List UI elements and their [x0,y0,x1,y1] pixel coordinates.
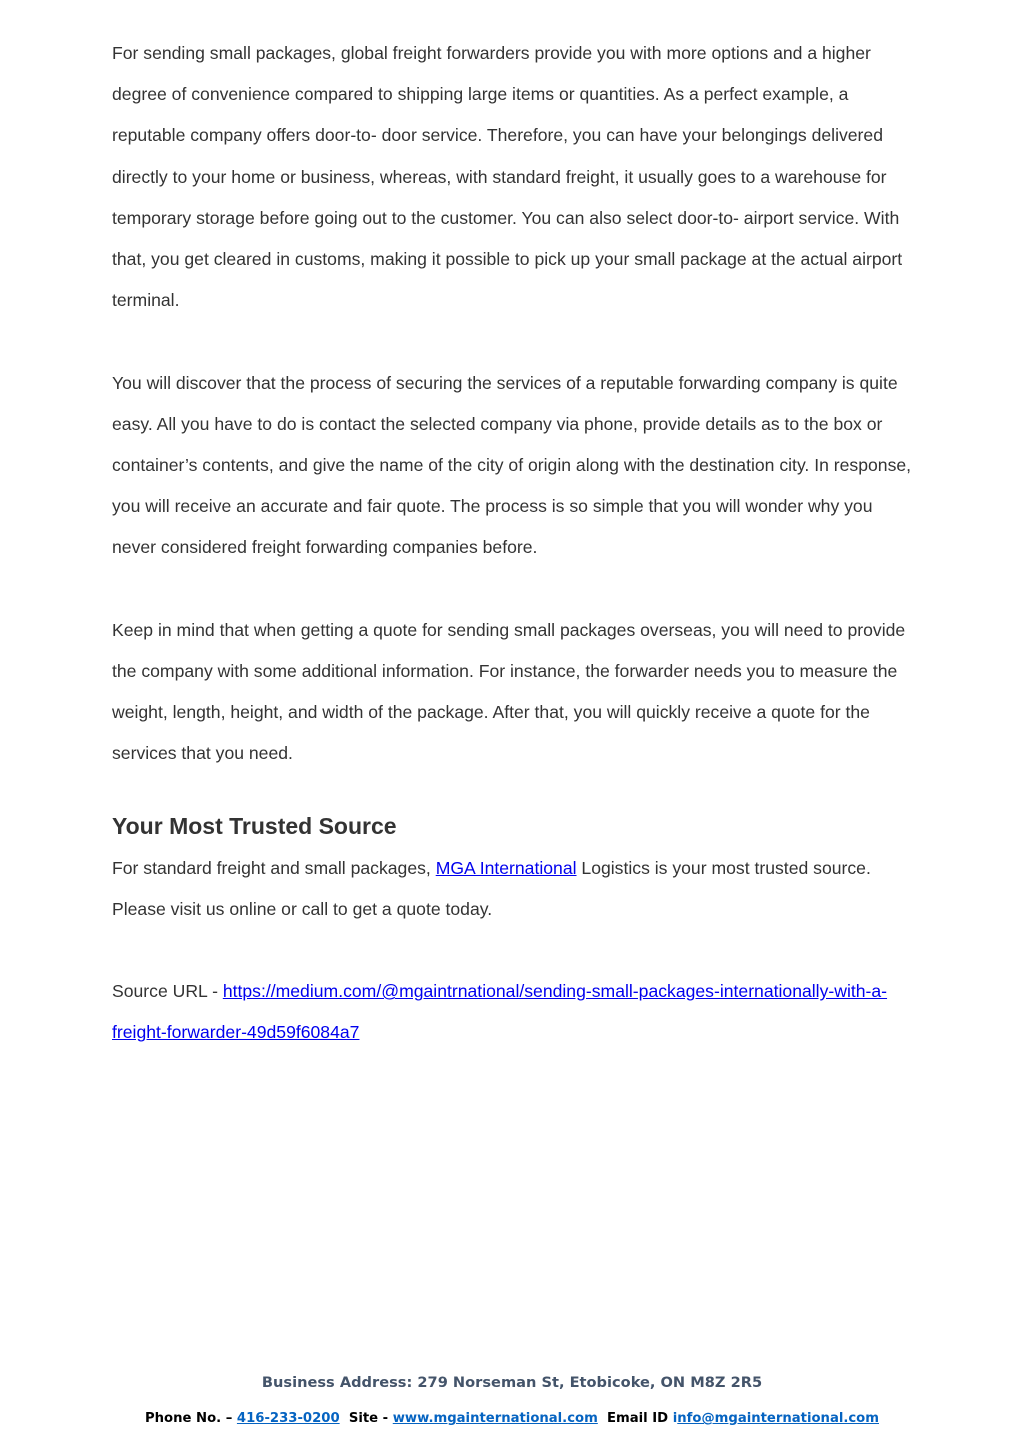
email-link[interactable]: nfo@mgainternational.com [677,1411,879,1426]
footer-address: Business Address: 279 Norseman St, Etobicoke, ON M8Z 2R5 [261,1374,763,1391]
phone-link[interactable]: 416-233-0200 [236,1411,340,1426]
footer-contact [0,1411,1024,1426]
site-label: Site - [348,1411,393,1426]
trusted-text-before: For standard freight and small packages, [112,857,436,878]
mga-international-link[interactable]: MGA International [435,857,577,878]
paragraph-source-url [112,971,912,1053]
trusted-text-after: Logistics is your most trusted source. Please visit us online or call to get a quote today. [112,857,871,919]
paragraph-quote-info: Keep in mind that when getting a quote for sending small packages overseas, you will need to provide the company with some additional information. For instance, the forwarder needs you to measure the weight, length, height, and width of the package. After that, you will quickly receive a quote for the services that you need. [112,619,906,764]
email-label: Email ID [607,1411,673,1426]
site-link[interactable]: www.mgainternational.com [392,1411,598,1426]
email-prefix: i [672,1411,678,1426]
source-label: Source URL - [112,981,223,1002]
paragraph-process: You will discover that the process of securing the services of a reputable forwarding company is quite easy. All you have to do is contact the selected company via phone, provide details as to the box or container’s contents, and give the name of the city of origin along with the destination city. In response, you will receive an accurate and fair quote. The process is so simple that you will wonder why you never considered freight forwarding companies before. [112,372,912,558]
section-heading: Your Most Trusted Source [112,812,397,839]
document-body [112,33,912,1054]
paragraph-small-packages: For sending small packages, global freight forwarders provide you with more options and a higher degree of convenience compared to shipping large items or quantities. As a perfect example, a reputable company offers door-to- door service. Therefore, you can have your belongings delivered directly to your home or business, whereas, with standard freight, it usually goes to a warehouse for temporary storage before going out to the customer. You can also select door-to- airport service. With that, you get cleared in customs, making it possible to pick up your small package at the actual airport terminal. [112,43,903,311]
source-url-link[interactable]: https://medium.com/@mgaintrnational/sending-small-packages-internationally-with-a-freight-forwarder-49d59f6084a7 [112,981,888,1043]
phone-label: Phone No. – [145,1411,237,1426]
paragraph-trusted-source [112,848,912,930]
